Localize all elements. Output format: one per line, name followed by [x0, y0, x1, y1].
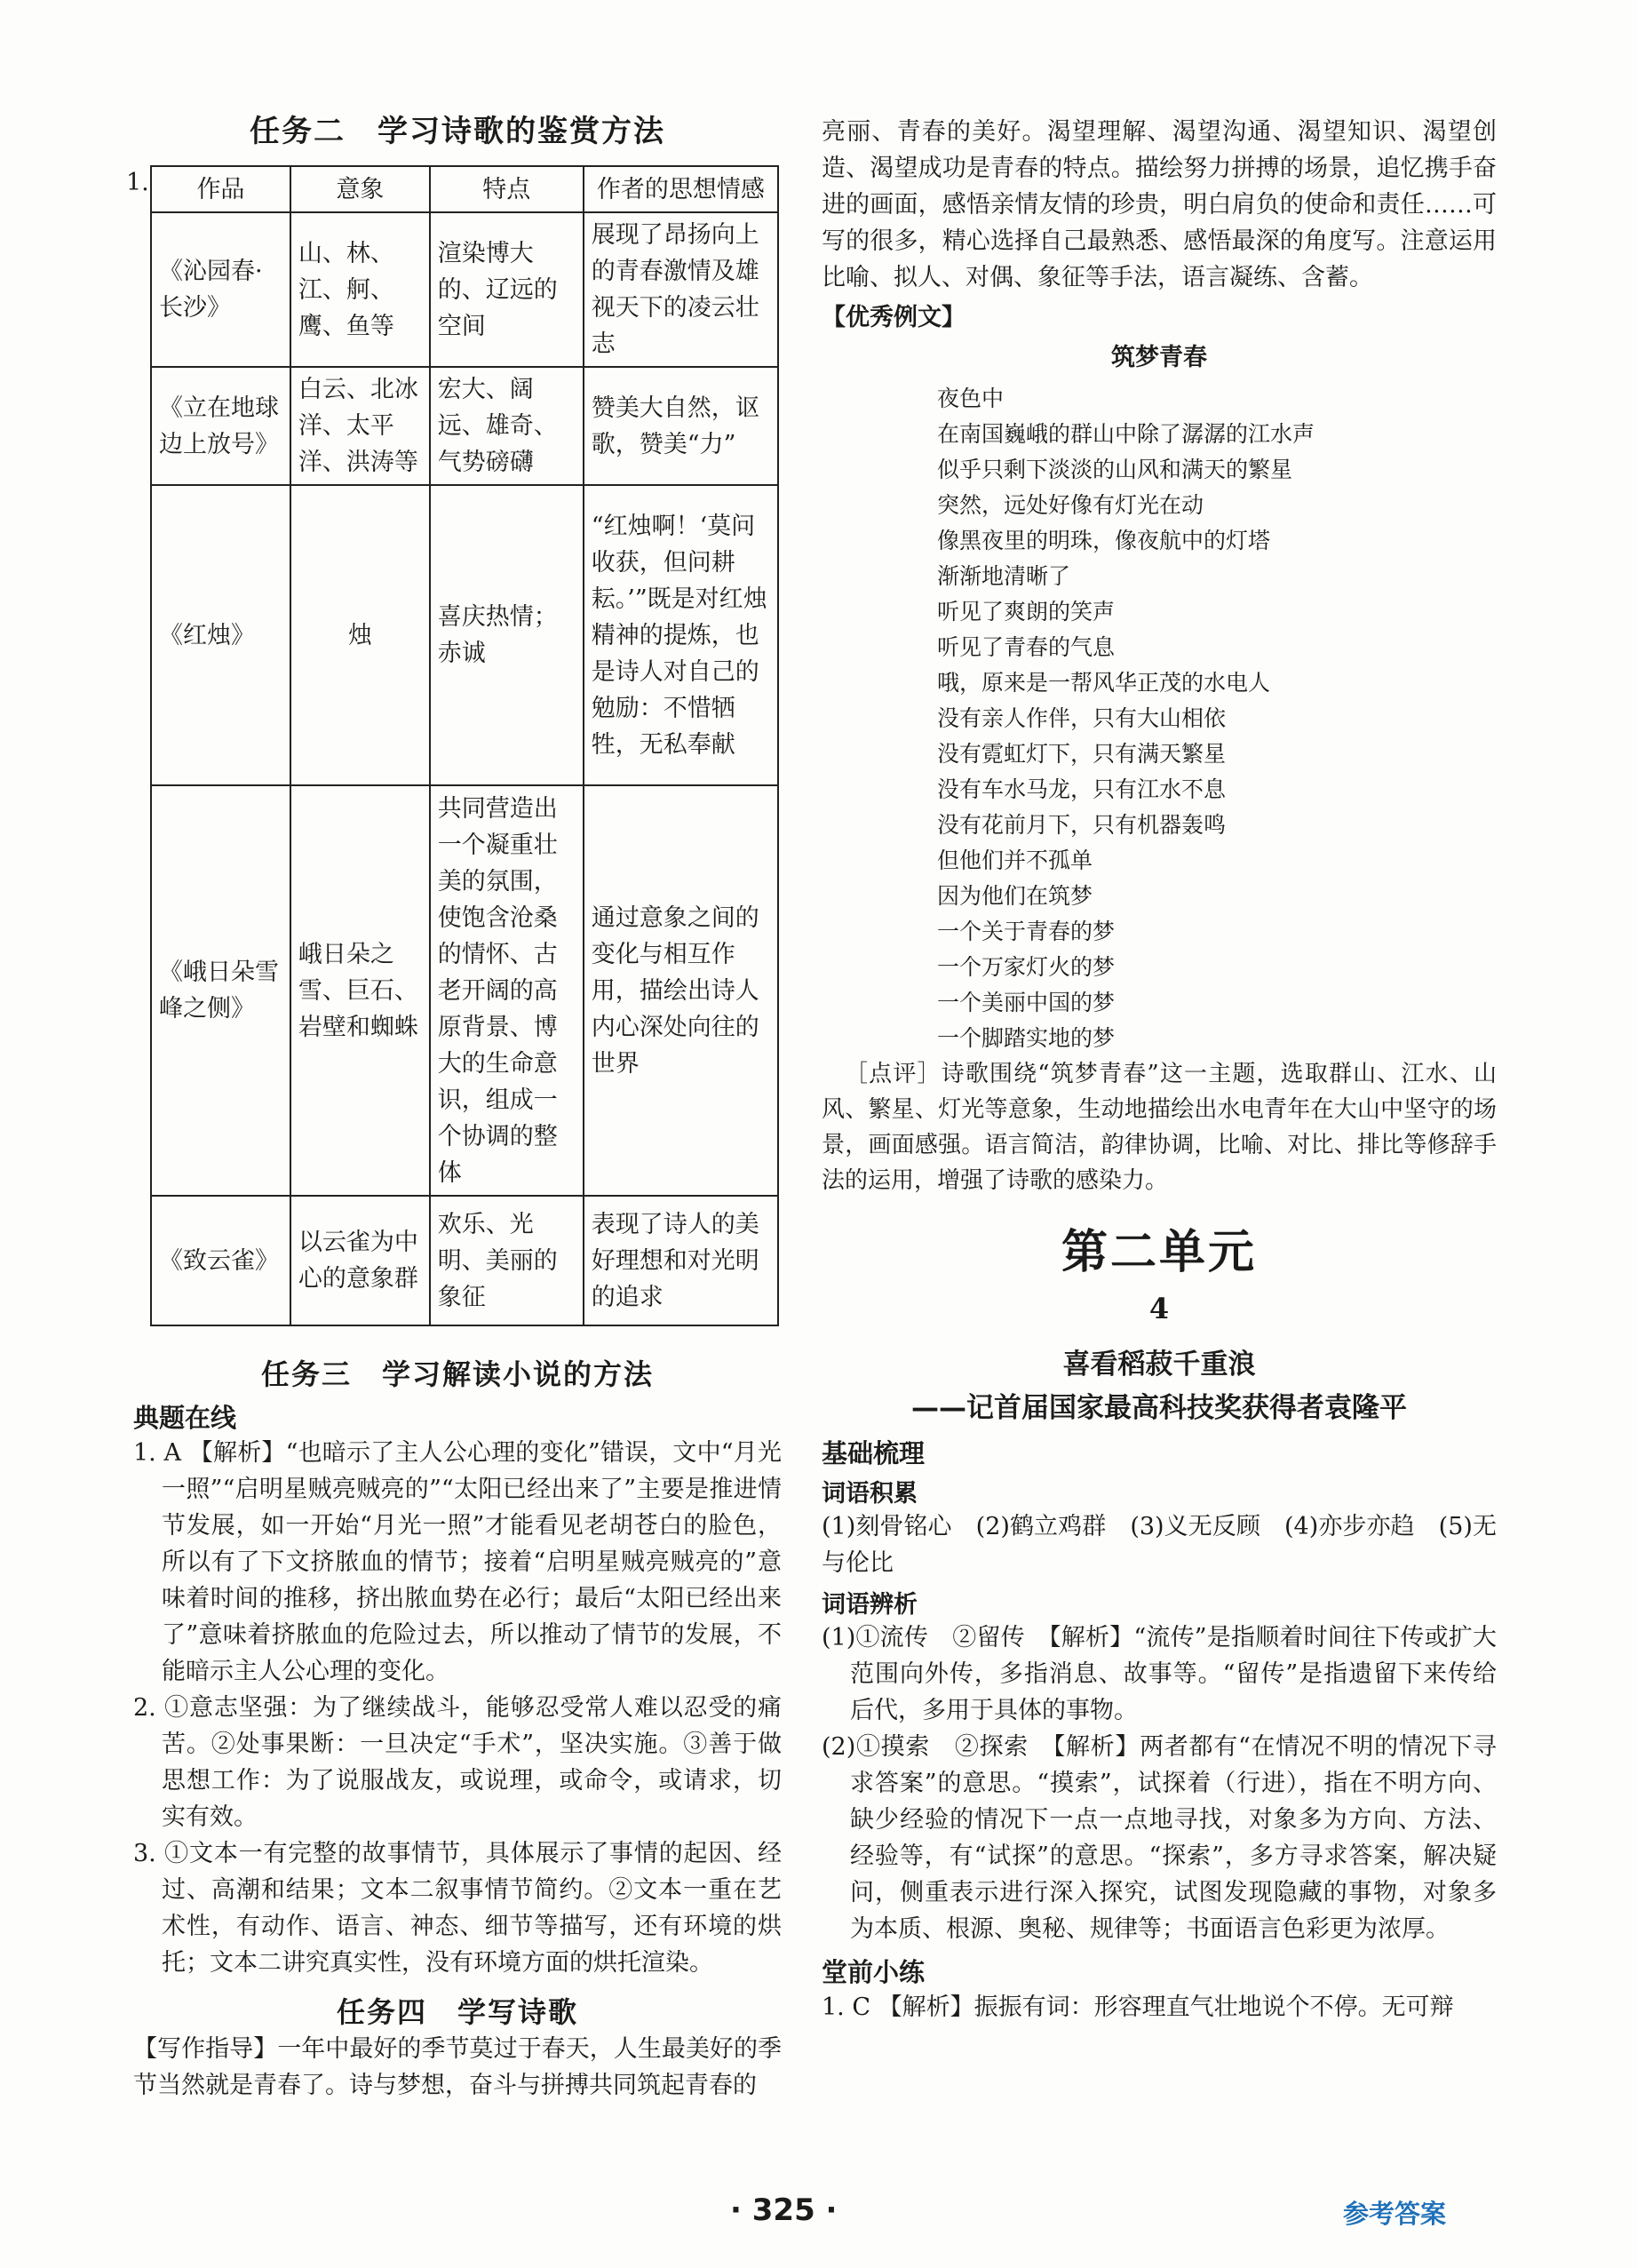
poem-body [937, 381, 1497, 1056]
table-cell: 白云、北冰洋、太平洋、洪涛等 [290, 367, 430, 485]
table-cell: 峨日朵之雪、巨石、岩壁和蜘蛛 [290, 785, 430, 1196]
poem-line: 听见了青春的气息 [937, 634, 1116, 660]
table-cell: 展现了昂扬向上的青春激情及雄视天下的凌云壮志 [584, 212, 778, 367]
lesson-subtitle: ——记首届国家最高科技奖获得者袁隆平 [911, 1392, 1407, 1424]
table-cell: “红烛啊！‘莫问收获，但问耕耘。’”既是对红烛精神的提炼，也是诗人对自己的勉励：不惜牺牲，无私奉献 [584, 485, 778, 785]
table-header: 作品 [151, 166, 290, 212]
table-cell: 烛 [290, 485, 430, 785]
writing-guide: 【写作指导】一年中最好的季节莫过于春天，人生最美好的季节当然就是青春了。诗与梦想，奋斗与拼搏共同筑起青春的 [133, 2035, 782, 2099]
poem-line: 一个万家灯火的梦 [937, 954, 1116, 980]
table-cell: 表现了诗人的美好理想和对光明的追求 [584, 1196, 778, 1325]
poetry-table [150, 165, 779, 1326]
table-cell: 以云雀为中心的意象群 [290, 1196, 430, 1325]
poem-line: 渐渐地清晰了 [937, 563, 1071, 589]
task3-title: 任务三 学习解读小说的方法 [260, 1357, 654, 1391]
poem-line: 一个关于青春的梦 [937, 919, 1116, 944]
poem-line: 似乎只剩下淡淡的山风和满天的繁星 [937, 457, 1293, 482]
poem-line: 没有亲人作伴，只有大山相依 [937, 705, 1227, 731]
table-header-row [151, 166, 778, 212]
table-header: 作者的思想情感 [584, 166, 778, 212]
poem-line: 哦，原来是一帮风华正茂的水电人 [937, 670, 1271, 696]
table-cell: 《红烛》 [151, 485, 290, 785]
table-cell: 喜庆热情；赤诚 [430, 485, 584, 785]
vocab-discrimination-label: 词语辨析 [822, 1591, 918, 1619]
dianti-label: 典题在线 [133, 1403, 237, 1433]
table-header: 特点 [430, 166, 584, 212]
tangqian-label: 堂前小练 [822, 1957, 926, 1987]
poem-line: 没有花前月下，只有机器轰鸣 [937, 812, 1227, 838]
reference-answers-label: 参考答案 [1343, 2199, 1447, 2229]
table-cell: 宏大、阔远、雄奇、气势磅礴 [430, 367, 584, 485]
poem-line: 但他们并不孤单 [937, 848, 1093, 873]
poem-title: 筑梦青春 [1111, 344, 1207, 371]
right-column [822, 114, 1497, 2025]
table-header: 意象 [290, 166, 430, 212]
vocab-accumulation-label: 词语积累 [822, 1480, 918, 1508]
table-cell: 赞美大自然，讴歌，赞美“力” [584, 367, 778, 485]
page-number: · 325 · [730, 2192, 838, 2228]
table-cell: 山、林、江、舸、鹰、鱼等 [290, 212, 430, 367]
table-cell: 《致云雀》 [151, 1196, 290, 1325]
discrimination-answer-2: (2)①摸索 ②探索 【解析】两者都有“在情况不明的情况下寻求答案”的意思。“摸索”，试探着（行进），指在不明方向、缺少经验的情况下一点一点地寻找，对象多为方向、方法、经验等，有“试探”的意思。“探索”，多方寻求答案，解决疑问，侧重表示进行深入探究，试图发现隐藏的事物，对象多为本质、根源、奥秘、规律等；书面语言色彩更为浓厚。 [822, 1733, 1497, 1943]
table-row [151, 367, 778, 485]
table-row [151, 1196, 778, 1325]
jichu-label: 基础梳理 [822, 1438, 926, 1468]
left-column [126, 107, 782, 2099]
practice-answer-1: 1. C 【解析】振振有词：形容理直气壮地说个不停。无可辩 [822, 1993, 1454, 2021]
poem-line: 没有车水马龙，只有江水不息 [937, 776, 1227, 802]
task3-section [133, 1352, 782, 2104]
poem-line: 一个美丽中国的梦 [937, 990, 1116, 1015]
poem-line: 没有霓虹灯下，只有满天繁星 [937, 741, 1227, 767]
lesson-title: 喜看稻菽千重浪 [1062, 1349, 1256, 1381]
answer-2: 2. ①意志坚强：为了继续战斗，能够忍受常人难以忍受的痛苦。②处事果断：一旦决定“手术”，坚决实施。③善于做思想工作：为了说服战友，或说理，或命令，或请求，切实有效。 [133, 1694, 782, 1831]
table-cell: 欢乐、光明、美丽的象征 [430, 1196, 584, 1325]
writing-guide-continued: 亮丽、青春的美好。渴望理解、渴望沟通、渴望知识、渴望创造、渴望成功是青春的特点。描绘努力拼搏的场景，追忆携手奋进的画面，感悟亲情友情的珍贵，明白肩负的使命和责任……可写的很多，精心选择自己最熟悉、感悟最深的角度写。注意运用比喻、拟人、对偶、象征等手法，语言凝练、含蓄。 [822, 118, 1497, 291]
table-cell: 《峨日朵雪峰之侧》 [151, 785, 290, 1196]
item-number: 1. [126, 169, 149, 196]
discrimination-answer-1: (1)①流传 ②留传 【解析】“流传”是指顺着时间往下传或扩大范围向外传，多指消息、故事等。“留传”是指遗留下来传给后代，多用于具体的事物。 [822, 1624, 1497, 1724]
poem-line: 像黑夜里的明珠，像夜航中的灯塔 [937, 528, 1271, 553]
table-row [151, 212, 778, 367]
unit-title: 第二单元 [1061, 1226, 1257, 1279]
poem-line: 一个脚踏实地的梦 [937, 1025, 1116, 1051]
example-label: 【优秀例文】 [822, 304, 966, 331]
table-cell: 《立在地球边上放号》 [151, 367, 290, 485]
poem-line: 在南国巍峨的群山中除了潺潺的江水声 [937, 421, 1315, 447]
table-cell: 渲染博大的、辽远的空间 [430, 212, 584, 367]
task4-title: 任务四 学写诗歌 [336, 1995, 578, 2029]
poem-line: 夜色中 [937, 386, 1005, 411]
table-cell: 共同营造出一个凝重壮美的氛围，使饱含沧桑的情怀、古老开阔的高原背景、博大的生命意识，组成一个协调的整体 [430, 785, 584, 1196]
table-cell: 通过意象之间的变化与相互作用，描绘出诗人内心深处向往的世界 [584, 785, 778, 1196]
poem-comment: ［点评］诗歌围绕“筑梦青春”这一主题，选取群山、江水、山风、繁星、灯光等意象，生动地描绘出水电青年在大山中坚守的场景，画面感强。语言简洁，韵律协调，比喻、对比、排比等修辞手法的运用，增强了诗歌的感染力。 [822, 1061, 1497, 1194]
answer-3: 3. ①文本一有完整的故事情节，具体展示了事情的起因、经过、高潮和结果；文本二叙事情节简约。②文本一重在艺术性，有动作、语言、神态、细节等描写，还有环境的烘托；文本二讲究真实性，没有环境方面的烘托渲染。 [133, 1840, 782, 1977]
answer-1: 1. A 【解析】“也暗示了主人公心理的变化”错误，文中“月光一照”“启明星贼亮贼亮的”“太阳已经出来了”主要是推进情节发展，如一开始“月光一照”才能看见老胡苍白的脸色，所以有了下文挤脓血的情节；接着“启明星贼亮贼亮的”意味着时间的推移，挤出脓血势在必行；最后“太阳已经出来了”意味着挤脓血的危险过去，所以推动了情节的发展，不能暗示主人公心理的变化。 [133, 1439, 782, 1685]
vocab-accumulation-answers: (1)刻骨铭心 (2)鹤立鸡群 (3)义无反顾 (4)亦步亦趋 (5)无与伦比 [822, 1513, 1497, 1577]
table-row [151, 485, 778, 785]
lesson-number: 4 [1148, 1292, 1170, 1325]
poem-line: 因为他们在筑梦 [937, 883, 1093, 909]
poem-line: 突然，远处好像有灯光在动 [937, 492, 1204, 518]
table-cell: 《沁园春·长沙》 [151, 212, 290, 367]
task2-title: 任务二 学习诗歌的鉴赏方法 [250, 114, 665, 149]
table-row [151, 785, 778, 1196]
poem-line: 听见了爽朗的笑声 [937, 599, 1116, 625]
